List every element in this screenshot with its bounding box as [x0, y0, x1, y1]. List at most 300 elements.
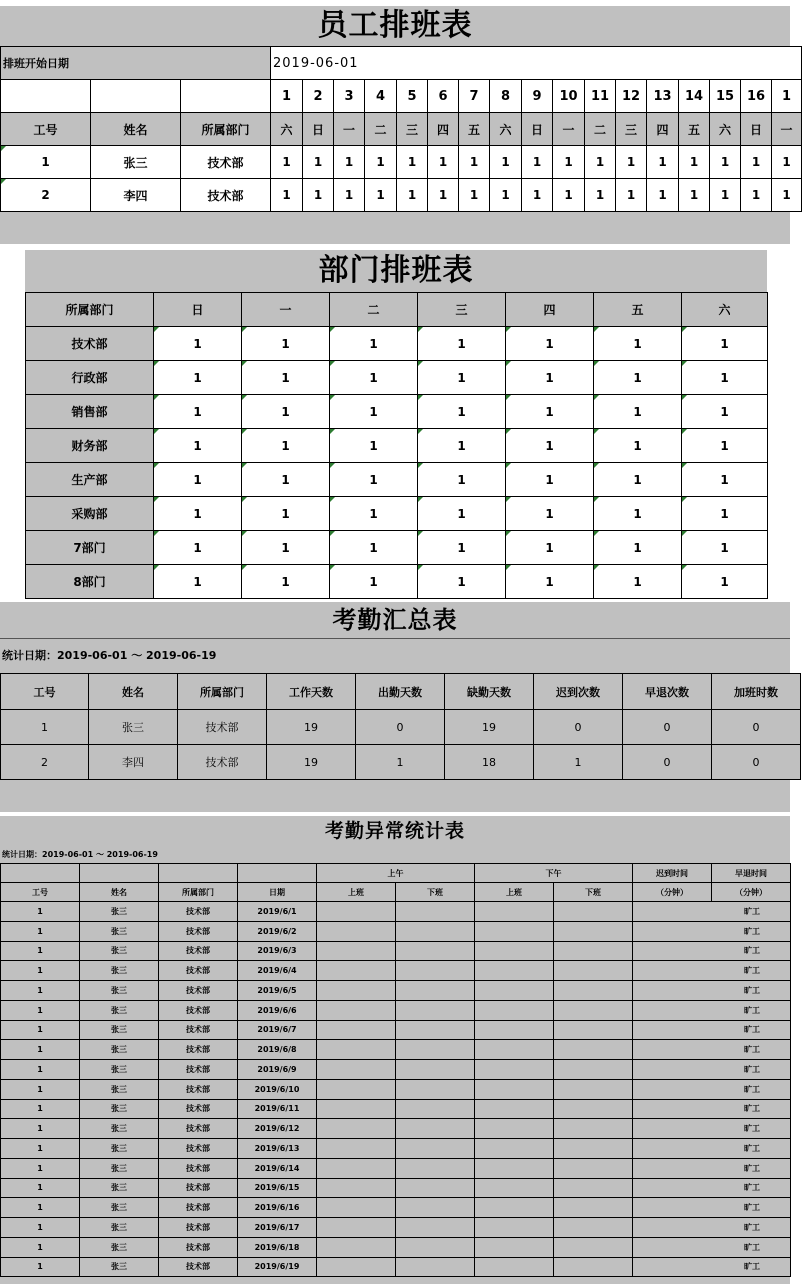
anomaly-pm-in [475, 1040, 554, 1060]
dept-shift-cell[interactable]: 1 [506, 361, 594, 395]
dept-shift-cell[interactable]: 1 [154, 327, 242, 361]
anomaly-pm-out [554, 961, 633, 981]
shift-cell[interactable]: 1 [459, 179, 490, 212]
shift-cell[interactable]: 1 [490, 146, 522, 179]
shift-cell[interactable]: 1 [334, 146, 365, 179]
anomaly-am-out [396, 1119, 475, 1139]
anomaly-date: 2019/6/16 [238, 1198, 317, 1218]
anomaly-am-out [396, 1099, 475, 1119]
anomaly-id: 1 [1, 1218, 80, 1238]
weekday-header: 一 [242, 293, 330, 327]
shift-cell[interactable]: 1 [522, 146, 553, 179]
summary-date-range: 统计日期：2019-06-01 ～ 2019-06-19 [2, 649, 217, 662]
employee-id[interactable]: 2 [1, 179, 91, 212]
dept-shift-cell[interactable]: 1 [506, 565, 594, 599]
dept-shift-cell[interactable]: 1 [330, 463, 418, 497]
anomaly-report-title: 考勤异常统计表 [324, 820, 465, 842]
anomaly-name: 张三 [80, 1158, 159, 1178]
dept-row [26, 463, 768, 497]
anomaly-am-out [396, 941, 475, 961]
anomaly-name: 张三 [80, 1198, 159, 1218]
anomaly-pm-in [475, 921, 554, 941]
anomaly-am-in [317, 961, 396, 981]
shift-cell[interactable]: 1 [271, 146, 303, 179]
anomaly-dept: 技术部 [159, 961, 238, 981]
weekday-cell: 日 [522, 113, 553, 146]
anomaly-pm-out [554, 1198, 633, 1218]
anomaly-date: 2019/6/19 [238, 1257, 317, 1277]
anomaly-id: 1 [1, 1119, 80, 1139]
shift-cell[interactable]: 1 [741, 179, 772, 212]
anomaly-am-out [396, 1198, 475, 1218]
header-am-in: 上班 [317, 883, 396, 902]
dept-shift-cell[interactable]: 1 [330, 395, 418, 429]
weekday-cell: 一 [772, 113, 802, 146]
anomaly-id: 1 [1, 1237, 80, 1257]
dept-shift-cell[interactable]: 1 [594, 531, 682, 565]
anomaly-id: 1 [1, 961, 80, 981]
dept-shift-cell[interactable]: 1 [330, 565, 418, 599]
shift-cell[interactable]: 1 [741, 146, 772, 179]
dept-shift-cell[interactable]: 1 [594, 429, 682, 463]
summary-row [1, 710, 801, 745]
blank-cell [181, 80, 271, 113]
weekday-header: 三 [418, 293, 506, 327]
summary-cell: 技术部 [178, 745, 267, 780]
dept-shift-cell[interactable]: 1 [506, 531, 594, 565]
shift-cell[interactable]: 1 [585, 179, 616, 212]
shift-cell[interactable]: 1 [772, 179, 802, 212]
shift-cell[interactable]: 1 [397, 146, 428, 179]
dept-shift-cell[interactable]: 1 [242, 361, 330, 395]
header-dept: 所属部门 [159, 883, 238, 902]
dept-schedule-section [25, 250, 767, 598]
anomaly-status: 旷工 [633, 941, 791, 961]
dept-row [26, 361, 768, 395]
anomaly-date: 2019/6/17 [238, 1218, 317, 1238]
anomaly-am-out [396, 1158, 475, 1178]
anomaly-id: 1 [1, 1139, 80, 1159]
shift-cell[interactable]: 1 [679, 179, 710, 212]
anomaly-row [1, 1000, 791, 1020]
anomaly-date: 2019/6/6 [238, 1000, 317, 1020]
anomaly-id: 1 [1, 1099, 80, 1119]
dept-shift-cell[interactable]: 1 [242, 565, 330, 599]
shift-cell[interactable]: 1 [679, 146, 710, 179]
day-number-cell: 12 [616, 80, 647, 113]
anomaly-row [1, 902, 791, 922]
shift-cell[interactable]: 1 [522, 179, 553, 212]
anomaly-pm-out [554, 1257, 633, 1277]
anomaly-pm-out [554, 921, 633, 941]
weekday-cell: 六 [271, 113, 303, 146]
dept-shift-cell[interactable]: 1 [242, 395, 330, 429]
day-number-cell: 5 [397, 80, 428, 113]
anomaly-date: 2019/6/7 [238, 1020, 317, 1040]
anomaly-status: 旷工 [633, 961, 791, 981]
anomaly-pm-in [475, 1079, 554, 1099]
weekday-cell: 日 [741, 113, 772, 146]
day-number-cell: 15 [710, 80, 741, 113]
anomaly-id: 1 [1, 921, 80, 941]
shift-cell[interactable]: 1 [365, 179, 397, 212]
dept-shift-cell[interactable]: 1 [242, 497, 330, 531]
dept-row [26, 497, 768, 531]
anomaly-pm-in [475, 1099, 554, 1119]
shift-cell[interactable]: 1 [647, 179, 679, 212]
dept-shift-cell[interactable]: 1 [506, 497, 594, 531]
anomaly-dept: 技术部 [159, 1218, 238, 1238]
summary-cell: 0 [712, 710, 801, 745]
dept-name: 生产部 [26, 463, 154, 497]
anomaly-pm-in [475, 1060, 554, 1080]
anomaly-am-out [396, 1237, 475, 1257]
shift-cell[interactable]: 1 [334, 179, 365, 212]
anomaly-am-out [396, 1000, 475, 1020]
anomaly-pm-out [554, 1237, 633, 1257]
shift-cell[interactable]: 1 [303, 179, 334, 212]
dept-shift-cell[interactable]: 1 [682, 565, 768, 599]
anomaly-status: 旷工 [633, 1218, 791, 1238]
dept-schedule-title: 部门排班表 [318, 253, 474, 288]
dept-shift-cell[interactable]: 1 [418, 361, 506, 395]
anomaly-status: 旷工 [633, 1158, 791, 1178]
anomaly-am-in [317, 1158, 396, 1178]
dept-shift-cell[interactable]: 1 [682, 497, 768, 531]
summary-cell: 0 [623, 745, 712, 780]
anomaly-name: 张三 [80, 1257, 159, 1277]
header-date: 日期 [238, 883, 317, 902]
anomaly-date: 2019/6/5 [238, 981, 317, 1001]
dept-shift-cell[interactable]: 1 [418, 463, 506, 497]
anomaly-id: 1 [1, 941, 80, 961]
shift-cell[interactable]: 1 [490, 179, 522, 212]
shift-cell[interactable]: 1 [616, 179, 647, 212]
dept-shift-cell[interactable]: 1 [682, 327, 768, 361]
dept-shift-cell[interactable]: 1 [682, 395, 768, 429]
dept-shift-cell[interactable]: 1 [506, 429, 594, 463]
anomaly-row [1, 1158, 791, 1178]
anomaly-id: 1 [1, 1040, 80, 1060]
dept-shift-cell[interactable]: 1 [594, 395, 682, 429]
anomaly-dept: 技术部 [159, 1257, 238, 1277]
anomaly-id: 1 [1, 1000, 80, 1020]
anomaly-row [1, 981, 791, 1001]
anomaly-date: 2019/6/3 [238, 941, 317, 961]
dept-shift-cell[interactable]: 1 [330, 531, 418, 565]
shift-cell[interactable]: 1 [397, 179, 428, 212]
anomaly-pm-out [554, 1079, 633, 1099]
anomaly-date: 2019/6/2 [238, 921, 317, 941]
header-pm-in: 上班 [475, 883, 554, 902]
summary-cell: 2 [1, 745, 89, 780]
dept-shift-cell[interactable]: 1 [242, 531, 330, 565]
dept-name: 销售部 [26, 395, 154, 429]
day-number-cell: 7 [459, 80, 490, 113]
dept-shift-cell[interactable]: 1 [594, 497, 682, 531]
anomaly-name: 张三 [80, 921, 159, 941]
shift-cell[interactable]: 1 [772, 146, 802, 179]
anomaly-am-in [317, 921, 396, 941]
summary-cell: 1 [356, 745, 445, 780]
anomaly-pm-out [554, 1020, 633, 1040]
header-name: 姓名 [80, 883, 159, 902]
employee-name[interactable]: 张三 [91, 146, 181, 179]
anomaly-dept: 技术部 [159, 921, 238, 941]
anomaly-name: 张三 [80, 1099, 159, 1119]
dept-schedule-table [25, 292, 768, 599]
anomaly-id: 1 [1, 1020, 80, 1040]
blank-cell [1, 80, 91, 113]
attendance-summary-table [0, 673, 801, 780]
anomaly-name: 张三 [80, 1020, 159, 1040]
header-dept: 所属部门 [181, 113, 271, 146]
dept-shift-cell[interactable]: 1 [506, 463, 594, 497]
dept-row [26, 565, 768, 599]
dept-name: 8部门 [26, 565, 154, 599]
dept-shift-cell[interactable]: 1 [418, 395, 506, 429]
weekday-cell: 六 [490, 113, 522, 146]
weekday-cell: 日 [303, 113, 334, 146]
weekday-cell: 四 [647, 113, 679, 146]
anomaly-date: 2019/6/10 [238, 1079, 317, 1099]
employee-schedule-title: 员工排班表 [317, 8, 473, 43]
anomaly-pm-out [554, 902, 633, 922]
dept-row [26, 429, 768, 463]
start-date-label: 排班开始日期 [1, 47, 271, 80]
anomaly-row [1, 1079, 791, 1099]
dept-shift-cell[interactable]: 1 [154, 395, 242, 429]
summary-cell: 0 [623, 710, 712, 745]
dept-shift-cell[interactable]: 1 [682, 463, 768, 497]
day-number-cell: 11 [585, 80, 616, 113]
anomaly-dept: 技术部 [159, 1099, 238, 1119]
shift-cell[interactable]: 1 [553, 146, 585, 179]
anomaly-name: 张三 [80, 941, 159, 961]
anomaly-name: 张三 [80, 1139, 159, 1159]
dept-shift-cell[interactable]: 1 [418, 429, 506, 463]
header-dept: 所属部门 [26, 293, 154, 327]
dept-shift-cell[interactable]: 1 [418, 497, 506, 531]
header-am-out: 下班 [396, 883, 475, 902]
anomaly-name: 张三 [80, 961, 159, 981]
day-number-cell: 14 [679, 80, 710, 113]
summary-header: 早退次数 [623, 674, 712, 710]
anomaly-pm-in [475, 1158, 554, 1178]
anomaly-dept: 技术部 [159, 1040, 238, 1060]
anomaly-status: 旷工 [633, 1257, 791, 1277]
weekday-header: 二 [330, 293, 418, 327]
blank-cell [91, 80, 181, 113]
dept-shift-cell[interactable]: 1 [242, 429, 330, 463]
dept-name: 财务部 [26, 429, 154, 463]
dept-shift-cell[interactable]: 1 [418, 565, 506, 599]
dept-shift-cell[interactable]: 1 [154, 361, 242, 395]
anomaly-id: 1 [1, 981, 80, 1001]
anomaly-name: 张三 [80, 981, 159, 1001]
dept-shift-cell[interactable]: 1 [154, 463, 242, 497]
anomaly-row [1, 1198, 791, 1218]
day-number-cell: 2 [303, 80, 334, 113]
anomaly-am-out [396, 1257, 475, 1277]
anomaly-pm-in [475, 941, 554, 961]
anomaly-name: 张三 [80, 1119, 159, 1139]
anomaly-date: 2019/6/9 [238, 1060, 317, 1080]
anomaly-id: 1 [1, 1079, 80, 1099]
summary-cell: 李四 [89, 745, 178, 780]
weekday-cell: 四 [428, 113, 459, 146]
dept-shift-cell[interactable]: 1 [418, 327, 506, 361]
employee-name[interactable]: 李四 [91, 179, 181, 212]
anomaly-am-out [396, 1060, 475, 1080]
anomaly-date: 2019/6/14 [238, 1158, 317, 1178]
dept-shift-cell[interactable]: 1 [330, 327, 418, 361]
dept-shift-cell[interactable]: 1 [594, 565, 682, 599]
anomaly-am-in [317, 1237, 396, 1257]
dept-shift-cell[interactable]: 1 [682, 361, 768, 395]
anomaly-am-out [396, 1040, 475, 1060]
anomaly-row [1, 1139, 791, 1159]
shift-cell[interactable]: 1 [365, 146, 397, 179]
anomaly-id: 1 [1, 1158, 80, 1178]
shift-cell[interactable]: 1 [710, 146, 741, 179]
anomaly-am-in [317, 1099, 396, 1119]
day-number-cell: 1 [772, 80, 802, 113]
summary-row [1, 745, 801, 780]
group-am: 上午 [317, 864, 475, 883]
shift-cell[interactable]: 1 [647, 146, 679, 179]
blank-cell [238, 864, 317, 883]
anomaly-dept: 技术部 [159, 1237, 238, 1257]
header-id: 工号 [1, 883, 80, 902]
anomaly-am-in [317, 1000, 396, 1020]
dept-shift-cell[interactable]: 1 [154, 531, 242, 565]
dept-shift-cell[interactable]: 1 [594, 327, 682, 361]
anomaly-pm-in [475, 961, 554, 981]
dept-shift-cell[interactable]: 1 [242, 327, 330, 361]
shift-cell[interactable]: 1 [616, 146, 647, 179]
anomaly-am-in [317, 1139, 396, 1159]
anomaly-am-in [317, 902, 396, 922]
anomaly-pm-in [475, 1257, 554, 1277]
anomaly-status: 旷工 [633, 1020, 791, 1040]
shift-cell[interactable]: 1 [710, 179, 741, 212]
weekday-cell: 一 [334, 113, 365, 146]
dept-shift-cell[interactable]: 1 [594, 463, 682, 497]
weekday-header: 四 [506, 293, 594, 327]
shift-cell[interactable]: 1 [428, 179, 459, 212]
anomaly-pm-out [554, 941, 633, 961]
anomaly-dept: 技术部 [159, 1198, 238, 1218]
anomaly-report-table [0, 863, 791, 1277]
anomaly-date: 2019/6/18 [238, 1237, 317, 1257]
dept-shift-cell[interactable]: 1 [506, 395, 594, 429]
anomaly-row [1, 921, 791, 941]
weekday-header: 日 [154, 293, 242, 327]
anomaly-status: 旷工 [633, 1198, 791, 1218]
employee-dept[interactable]: 技术部 [181, 146, 271, 179]
anomaly-pm-out [554, 1119, 633, 1139]
group-pm: 下午 [475, 864, 633, 883]
anomaly-status: 旷工 [633, 1119, 791, 1139]
dept-shift-cell[interactable]: 1 [682, 429, 768, 463]
day-number-cell: 1 [271, 80, 303, 113]
anomaly-am-in [317, 1257, 396, 1277]
dept-shift-cell[interactable]: 1 [154, 429, 242, 463]
anomaly-id: 1 [1, 1198, 80, 1218]
anomaly-row [1, 1257, 791, 1277]
anomaly-row [1, 941, 791, 961]
anomaly-date: 2019/6/11 [238, 1099, 317, 1119]
dept-shift-cell[interactable]: 1 [682, 531, 768, 565]
dept-shift-cell[interactable]: 1 [506, 327, 594, 361]
dept-shift-cell[interactable]: 1 [154, 565, 242, 599]
dept-shift-cell[interactable]: 1 [594, 361, 682, 395]
anomaly-report-section [0, 816, 790, 1284]
dept-shift-cell[interactable]: 1 [154, 497, 242, 531]
anomaly-pm-out [554, 981, 633, 1001]
anomaly-row [1, 961, 791, 981]
employee-row [1, 146, 802, 179]
weekday-header: 六 [682, 293, 768, 327]
dept-shift-cell[interactable]: 1 [330, 497, 418, 531]
summary-header: 工作天数 [267, 674, 356, 710]
anomaly-id: 1 [1, 1060, 80, 1080]
dept-shift-cell[interactable]: 1 [242, 463, 330, 497]
shift-cell[interactable]: 1 [303, 146, 334, 179]
shift-cell[interactable]: 1 [271, 179, 303, 212]
shift-cell[interactable]: 1 [553, 179, 585, 212]
employee-dept[interactable]: 技术部 [181, 179, 271, 212]
summary-cell: 技术部 [178, 710, 267, 745]
anomaly-name: 张三 [80, 1000, 159, 1020]
anomaly-date: 2019/6/8 [238, 1040, 317, 1060]
anomaly-name: 张三 [80, 902, 159, 922]
group-early: 早退时间 [712, 864, 791, 883]
anomaly-am-out [396, 1020, 475, 1040]
anomaly-am-out [396, 1178, 475, 1198]
shift-cell[interactable]: 1 [459, 146, 490, 179]
shift-cell[interactable]: 1 [585, 146, 616, 179]
anomaly-dept: 技术部 [159, 1020, 238, 1040]
anomaly-id: 1 [1, 902, 80, 922]
dept-shift-cell[interactable]: 1 [330, 361, 418, 395]
anomaly-dept: 技术部 [159, 1178, 238, 1198]
anomaly-am-out [396, 902, 475, 922]
attendance-summary-section [0, 602, 790, 812]
summary-header: 出勤天数 [356, 674, 445, 710]
summary-header: 加班时数 [712, 674, 801, 710]
day-number-cell: 8 [490, 80, 522, 113]
anomaly-pm-out [554, 1218, 633, 1238]
dept-shift-cell[interactable]: 1 [418, 531, 506, 565]
anomaly-pm-out [554, 1060, 633, 1080]
anomaly-am-in [317, 1119, 396, 1139]
weekday-header: 五 [594, 293, 682, 327]
start-date-value[interactable]: 2019-06-01 [271, 47, 802, 80]
summary-cell: 张三 [89, 710, 178, 745]
shift-cell[interactable]: 1 [428, 146, 459, 179]
anomaly-row [1, 1060, 791, 1080]
anomaly-row [1, 1040, 791, 1060]
employee-id[interactable]: 1 [1, 146, 91, 179]
blank-cell [159, 864, 238, 883]
summary-cell: 19 [445, 710, 534, 745]
dept-shift-cell[interactable]: 1 [330, 429, 418, 463]
anomaly-pm-in [475, 1178, 554, 1198]
day-number-cell: 13 [647, 80, 679, 113]
header-early-unit: （分钟） [712, 883, 791, 902]
